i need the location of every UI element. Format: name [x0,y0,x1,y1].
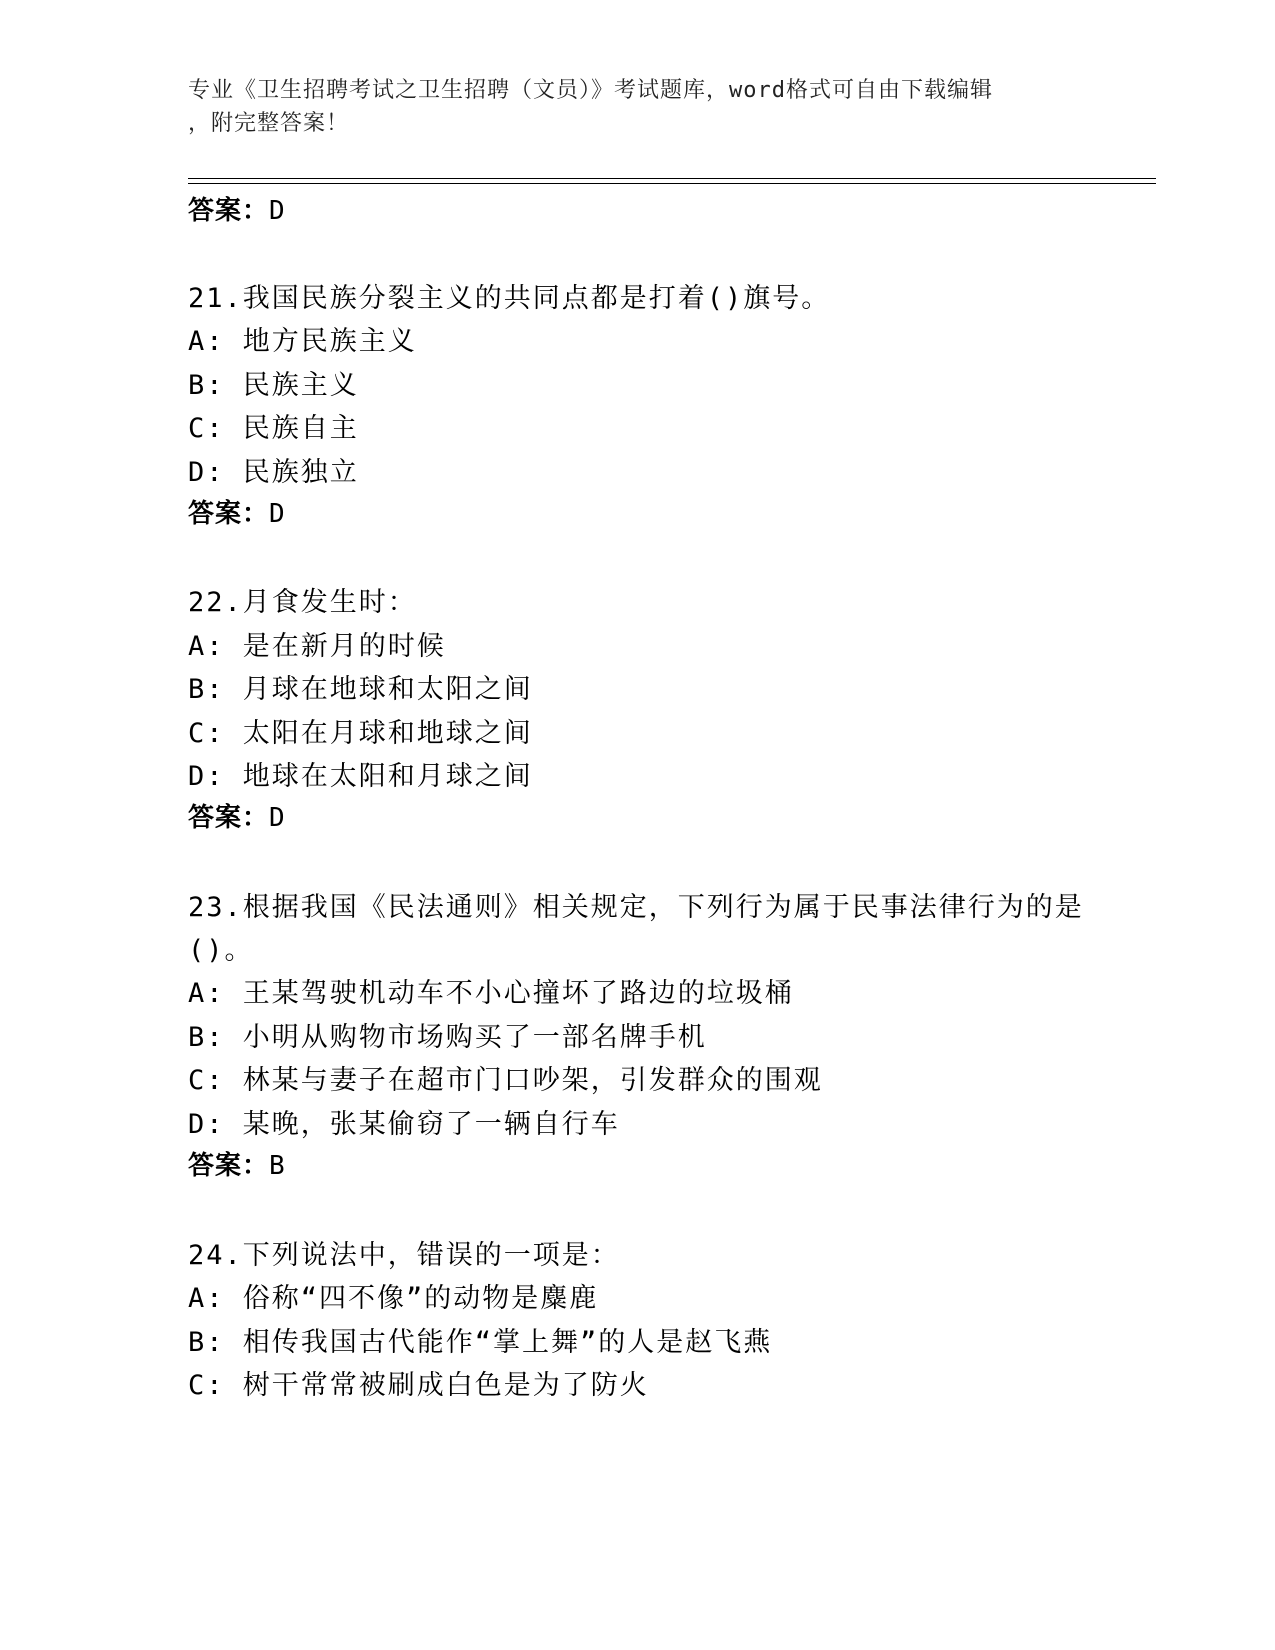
question-23-option-a: A: 王某驾驶机动车不小心撞坏了路边的垃圾桶 [188,978,794,1009]
question-24-text: 24.下列说法中，错误的一项是： [188,1240,620,1271]
question-21-option-b: B: 民族主义 [188,370,359,401]
answer-label: 答案： [188,196,270,226]
question-24-option-a: A: 俗称“四不像”的动物是麋鹿 [188,1283,599,1314]
question-23-answer [188,1145,286,1182]
question-23-text-continued: ()。 [188,935,254,966]
prev-answer [188,190,286,227]
header-divider-top [188,178,1156,179]
answer-value: B [269,1151,286,1181]
question-22-option-c: C: 太阳在月球和地球之间 [188,718,533,749]
question-22-text: 22.月食发生时： [188,587,417,618]
question-24-option-b: B: 相传我国古代能作“掌上舞”的人是赵飞燕 [188,1327,773,1358]
question-21-text: 21.我国民族分裂主义的共同点都是打着()旗号。 [188,283,831,314]
question-22-option-b: B: 月球在地球和太阳之间 [188,674,533,705]
question-22-option-d: D: 地球在太阳和月球之间 [188,761,533,792]
answer-value: D [269,499,286,529]
question-23-option-b: B: 小明从购物市场购买了一部名牌手机 [188,1022,707,1053]
answer-value: D [269,196,286,226]
page-header [188,74,1068,140]
question-22-option-a: A: 是在新月的时候 [188,631,446,662]
header-line-2: ，附完整答案！ [188,111,350,136]
question-22-answer [188,797,286,834]
question-21-option-a: A: 地方民族主义 [188,326,417,357]
question-23-text: 23.根据我国《民法通则》相关规定，下列行为属于民事法律行为的是 [188,892,1084,923]
answer-label: 答案： [188,803,270,833]
question-21-option-d: D: 民族独立 [188,457,359,488]
question-24-option-c: C: 树干常常被刷成白色是为了防火 [188,1370,649,1401]
question-21-option-c: C: 民族自主 [188,413,359,444]
answer-label: 答案： [188,1151,270,1181]
header-divider-bottom [188,183,1156,184]
header-line-1: 专业《卫生招聘考试之卫生招聘（文员）》考试题库，word格式可自由下载编辑 [188,78,993,103]
question-23-option-d: D: 某晚，张某偷窃了一辆自行车 [188,1109,620,1140]
question-23-option-c: C: 林某与妻子在超市门口吵架，引发群众的围观 [188,1065,823,1096]
answer-label: 答案： [188,499,270,529]
question-21-answer [188,493,286,530]
answer-value: D [269,803,286,833]
